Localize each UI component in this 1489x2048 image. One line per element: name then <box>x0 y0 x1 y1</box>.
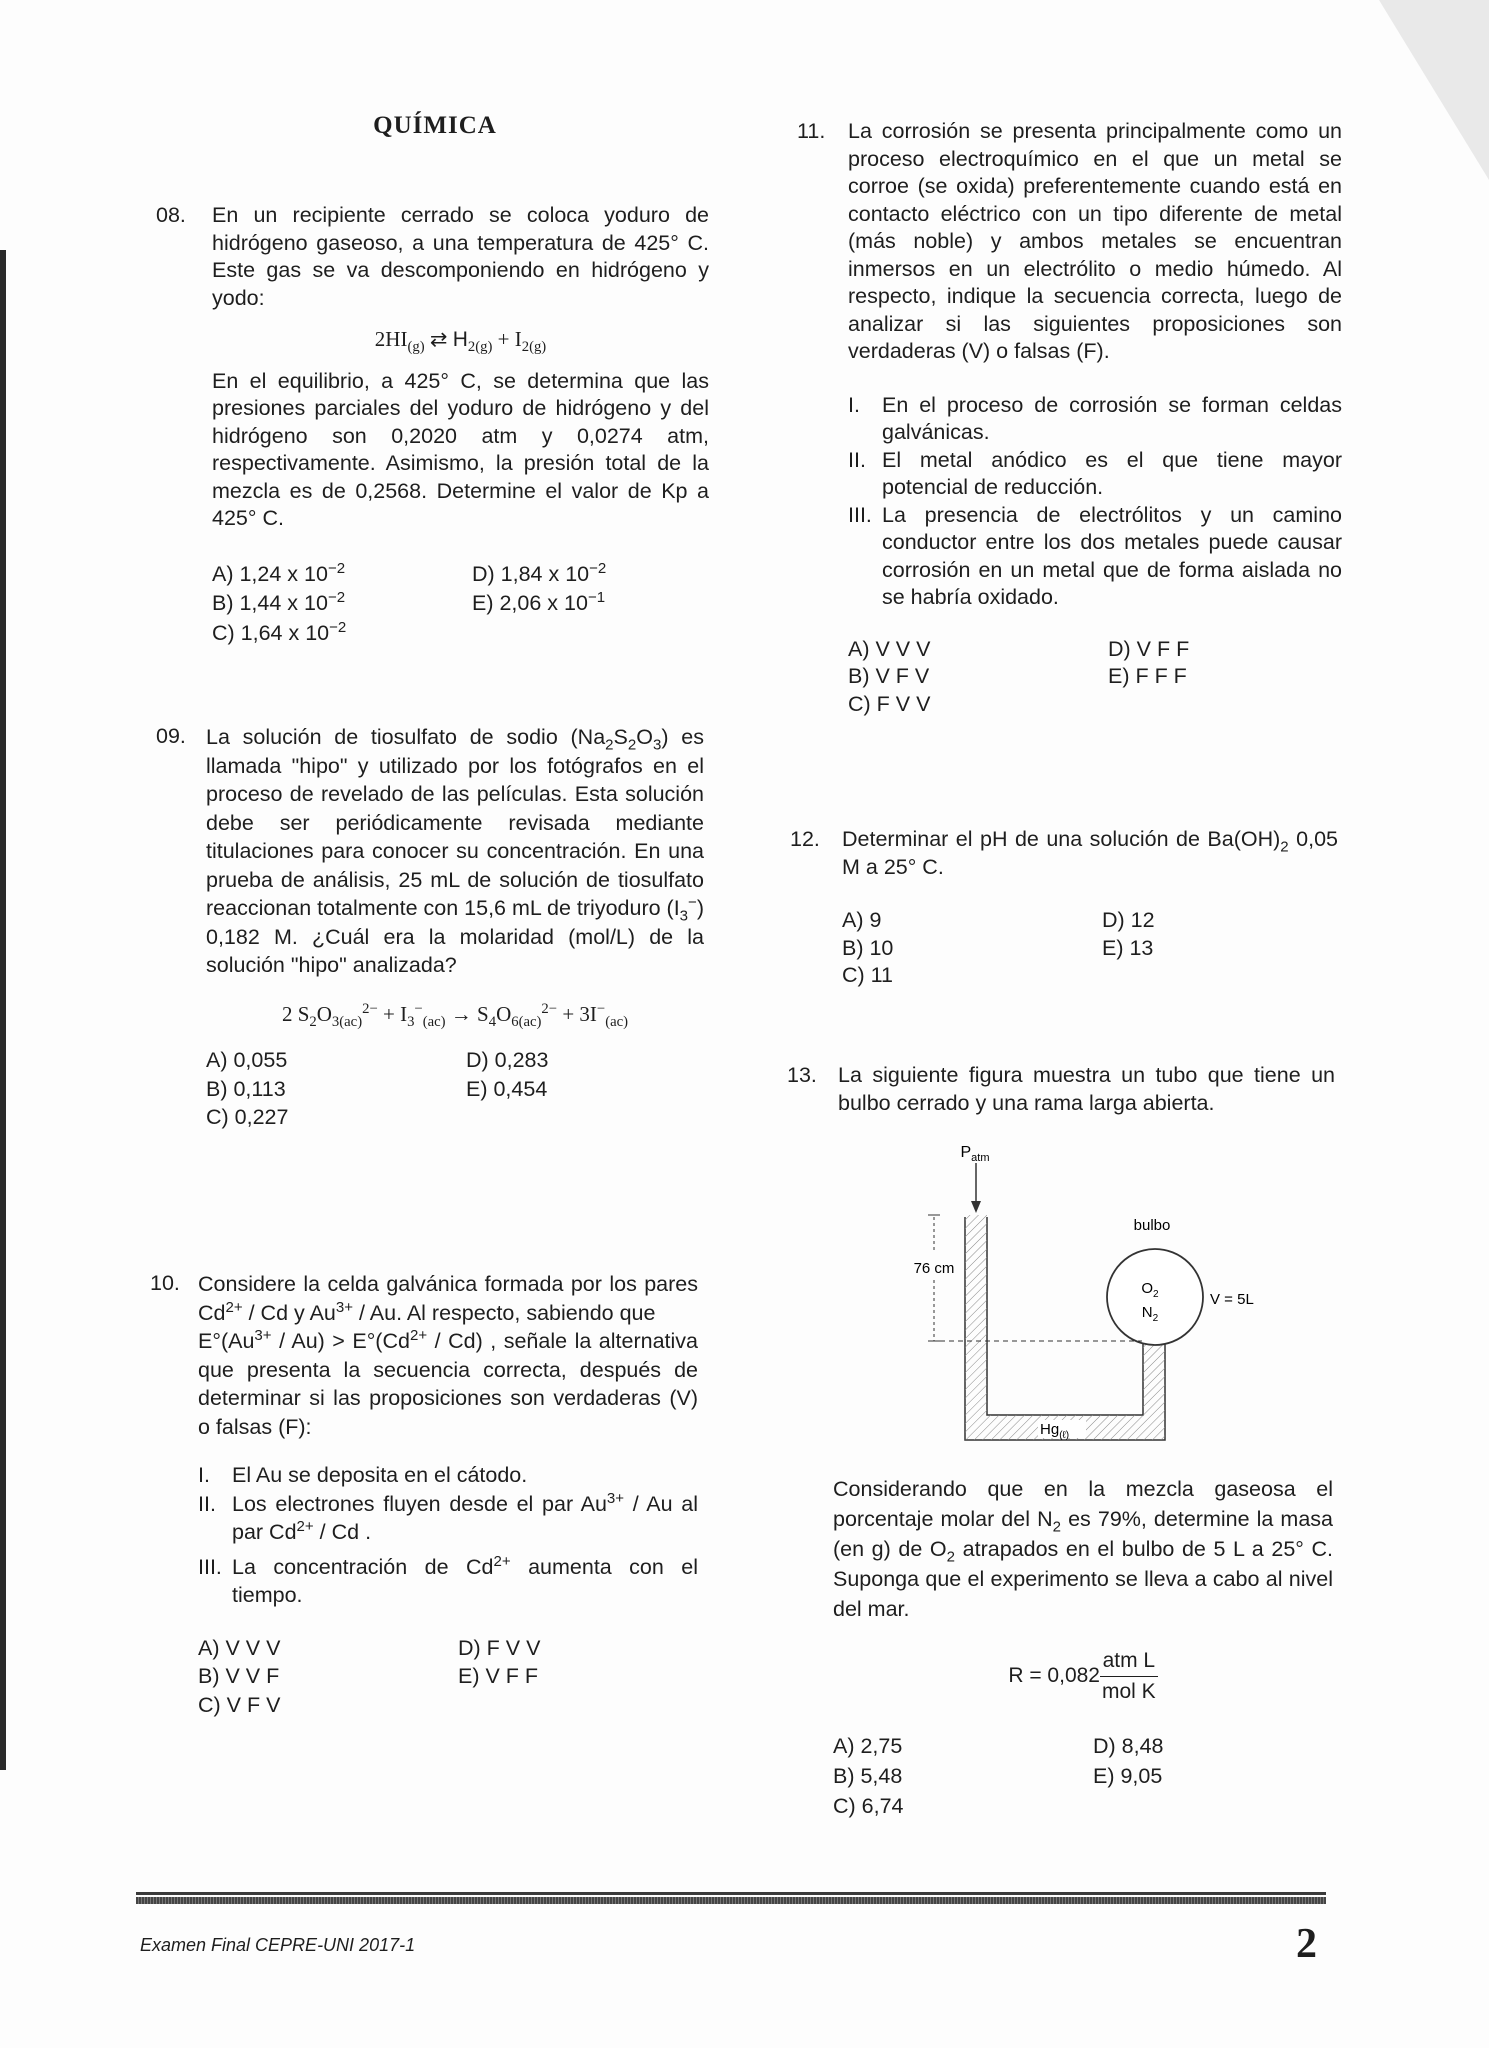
proposition-i: I. El Au se deposita en el cátodo. <box>198 1463 528 1487</box>
option-e: E) 0,454 <box>466 1076 548 1101</box>
propositions <box>848 392 1342 612</box>
footer-rule <box>136 1892 1326 1895</box>
option-e: E) 9,05 <box>1093 1764 1163 1788</box>
question-number: 09. <box>156 724 186 748</box>
question-number: 13. <box>787 1063 817 1087</box>
question-09 <box>156 723 704 1132</box>
patm-arrow-head <box>971 1201 981 1213</box>
option-b: B) 1,44 x $10^{-2}$ <box>212 588 346 615</box>
answer-options <box>206 1046 704 1132</box>
option-d: D) 12 <box>1102 908 1155 932</box>
question-11 <box>797 118 1342 718</box>
option-a: A) 9 <box>842 908 882 932</box>
option-e: E) F F F <box>1108 664 1187 688</box>
option-c: C) 11 <box>842 963 893 987</box>
option-a: A) V V V <box>198 1635 281 1660</box>
option-b: B) V F V <box>848 664 930 688</box>
propositions <box>198 1461 698 1610</box>
option-e: E) V F F <box>458 1664 539 1688</box>
question-13 <box>787 1062 1335 1117</box>
question-number: 11. <box>797 119 826 143</box>
option-e: E) 13 <box>1102 935 1154 960</box>
reaction-equation: 2 $S_2O_{3(ac)}^{2-} + I_3^-_{(ac)} \to S_4O_{6(ac)}^{2-} + 3I^-_{(ac)}$ <box>281 1000 629 1030</box>
equation: $2HI_{(g)}$ ⇄ $H_{2(g)} + I_{2(g)}$ <box>374 327 547 356</box>
question-number: 10. <box>150 1271 180 1295</box>
proposition-iii: III. La presencia de electrólitos y un camino conductor entre los dos metales puede causar corrosión en un metal que de forma aislada no se habría oxidado. <box>848 502 1342 609</box>
option-a: A) 1,24 x $10^{-2}$ <box>212 559 346 586</box>
answer-options <box>842 907 1338 990</box>
question-13-continued <box>833 1474 1333 1821</box>
height-label: 76 cm <box>913 1260 955 1277</box>
volume-label: V = 5L <box>1210 1291 1254 1308</box>
option-c: C) 6,74 <box>833 1794 904 1818</box>
question-number: 12. <box>790 827 820 851</box>
question-10 <box>150 1270 698 1719</box>
question-text: La solución de tiosulfato de sodio $(Na_2S_2O_3)$ es llamada "hipo" y utilizado por los fotógrafos en el proceso de revelado de las películas. Esta solución debe ser periódicamente revisada mediante titulaciones para conocer su concentración. En una prueba de análisis, 25 mL de solución de tiosulfato reaccionan totalmente con 15,6 mL de triyoduro $(I_3^-)$ 0,182 M. ¿Cuál era la molaridad (mol/L) de la solución "hipo" analizada? <box>206 725 705 977</box>
hg-label: $Hg_{(\ell)}$ <box>1040 1421 1070 1441</box>
scan-edge-shadow <box>0 250 6 1770</box>
proposition-ii: II. El metal anódico es el que tiene mayor potencial de reducción. <box>848 447 1342 499</box>
option-d: D) F V V <box>458 1635 541 1660</box>
answer-options <box>212 561 709 648</box>
page-title: QUÍMICA <box>373 112 497 139</box>
answer-options <box>848 636 1342 719</box>
answer-options <box>198 1634 698 1720</box>
footer-exam-name: Examen Final CEPRE-UNI 2017-1 <box>140 1935 416 1955</box>
question-text-2: Considerando que en la mezcla gaseosa el porcentaje molar del $N_2$ es 79%, determine la masa (en g) de $O_2$ atrapados en el bulbo de 5 L a 25° C. Suponga que el experimento se lleva a cabo al nivel del mar. <box>833 1477 1333 1621</box>
o2-label: $O_2$ <box>1141 1280 1159 1300</box>
patm-label: $P_{atm}$ <box>960 1144 990 1164</box>
answer-options <box>833 1731 1333 1821</box>
option-c: C) F V V <box>848 691 931 716</box>
option-c: C) 0,227 <box>206 1105 289 1129</box>
question-text: Considere la celda galvánica formada por los pares $Cd^{2+}$ / Cd y $Au^{3+}$ / Au. Al respecto, sabiendo que <box>198 1272 698 1325</box>
question-text: En un recipiente cerrado se coloca yoduro de hidrógeno gaseoso, a una temperatura de 425° C. Este gas se va descomponiendo en hidrógeno y yodo: <box>212 203 709 310</box>
option-c: C) 1,64 x $10^{-2}$ <box>212 618 347 645</box>
question-12 <box>790 826 1338 990</box>
proposition-ii: II. Los electrones fluyen desde el par $Au^{3+}$ / Au al par $Cd^{2+}$ / Cd . <box>198 1489 698 1544</box>
question-text: La corrosión se presenta principalmente como un proceso electroquímico en el que un metal se corroe (se oxida) preferentemente cuando está en contacto eléctrico con un tipo diferente de metal (más noble) y ambos metales se encuentran inmersos en un electrólito o medio húmedo. Al respecto, indique la secuencia correcta, luego de analizar si las siguientes proposiciones son verdaderas (V) o falsas (F). <box>848 119 1342 363</box>
page-number: 2 <box>1296 1921 1317 1967</box>
option-b: B) 10 <box>842 935 894 960</box>
option-b: B) 5,48 <box>833 1764 903 1788</box>
option-b: B) 0,113 <box>206 1076 286 1101</box>
footer-rule-texture <box>136 1897 1326 1904</box>
option-a: A) 2,75 <box>833 1734 903 1758</box>
option-b: B) V V F <box>198 1664 280 1688</box>
manometer-figure <box>880 1135 1300 1455</box>
question-text: Determinar el pH de una solución de $Ba(OH)_2$ 0,05 M a 25° C. <box>842 827 1338 879</box>
n2-label: $N_2$ <box>1141 1304 1159 1324</box>
option-c: C) V F V <box>198 1692 281 1717</box>
question-text-2: En el equilibrio, a 425° C, se determina que las presiones parciales del yoduro de hidrógeno y del hidrógeno son 0,2020 atm y 0,0274 atm, respectivamente. Asimismo, la presión total de la mezcla es de 0,2568. Determine el valor de Kp a 425° C. <box>212 368 709 530</box>
proposition-iii: III. La concentración de $Cd^{2+}$ aumenta con el tiempo. <box>198 1552 699 1607</box>
bulbo-label: bulbo <box>1133 1217 1171 1234</box>
question-text: La siguiente figura muestra un tubo que tiene un bulbo cerrado y una rama larga abierta. <box>838 1063 1335 1115</box>
folded-corner <box>1379 0 1489 180</box>
option-a: A) V V V <box>848 636 931 661</box>
option-e: E) 2,06 x $10^{-1}$ <box>472 588 606 615</box>
option-d: D) 8,48 <box>1093 1734 1164 1758</box>
question-text-2: $E^\circ(Au^{3+} / Au) > E^\circ(Cd^{2+} / Cd)$ , señale la alternativa que presenta la secuencia correcta, después de determinar si las proposiciones son verdaderas (V) o falsas (F): <box>198 1326 699 1439</box>
option-d: D) 1,84 x $10^{-2}$ <box>472 559 607 586</box>
gas-constant: R = 0,082 $\frac{\text{atm L}}{\text{mol K}}$ <box>833 1646 1333 1707</box>
question-number: 08. <box>156 203 186 227</box>
question-08 <box>156 202 709 647</box>
proposition-i: I. En el proceso de corrosión se forman celdas galvánicas. <box>848 392 1342 444</box>
option-d: D) 0,283 <box>466 1048 549 1072</box>
option-d: D) V F F <box>1108 636 1190 661</box>
option-a: A) 0,055 <box>206 1048 288 1072</box>
